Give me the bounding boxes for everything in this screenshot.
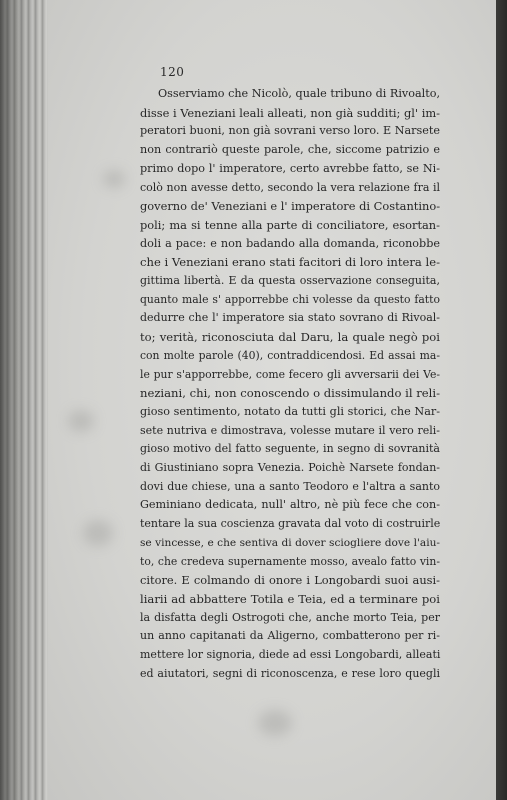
paper-stain — [258, 710, 292, 736]
book-spine-edge — [0, 0, 54, 800]
text-line: doli a pace: e non badando alla domanda, riconobbe — [140, 236, 440, 250]
text-line: disse i Veneziani leali alleati, non già sudditi; gl' im- — [140, 105, 440, 120]
paper-stain — [83, 520, 113, 546]
text-line: sete nutriva e dimostrava, volesse mutare il vero reli- — [140, 423, 440, 437]
text-line: ed aiutatori, segni di riconoscenza, e rese loro quegli — [140, 666, 440, 680]
text-line: governo de' Veneziani e l' imperatore di Costantino- — [140, 199, 441, 214]
text-line: se vincesse, e che sentiva di dover sciogliere dove l'aiu- — [140, 536, 440, 549]
text-line: to; verità, riconosciuta dal Daru, la quale negò poi — [140, 330, 440, 345]
paper-stain — [68, 410, 94, 432]
text-line: tentare la sua coscienza gravata dal voto di costruirle — [140, 517, 441, 531]
text-line: gioso sentimento, notato da tutti gli storici, che Nar- — [140, 404, 440, 418]
text-line: gittima libertà. E da questa osservazione conseguita, — [140, 274, 440, 288]
text-line: un anno capitanati da Aligerno, combatterono per ri- — [140, 629, 440, 643]
text-line: dovi due chiese, una a santo Teodoro e l'altra a santo — [140, 479, 440, 493]
text-line: peratori buoni, non già sovrani verso loro. E Narsete — [140, 124, 440, 138]
text-line: gioso motivo del fatto seguente, in segno di sovranità — [140, 442, 440, 456]
text-line: to, che credeva supernamente mosso, avealo fatto vin- — [140, 554, 440, 568]
body-text — [140, 85, 440, 684]
text-line: la disfatta degli Ostrogoti che, anche morto Teia, per — [140, 610, 440, 624]
text-line: di Giustiniano sopra Venezia. Poichè Narsete fondan- — [140, 461, 440, 475]
text-line: colò non avesse detto, secondo la vera relazione fra il — [140, 180, 440, 194]
paper-stain — [103, 170, 125, 188]
text-line: poli; ma si tenne alla parte di conciliatore, esortan- — [140, 217, 440, 232]
text-line: Osserviamo che Nicolò, quale tribuno di Rivoalto, — [158, 87, 440, 100]
text-line: mettere lor signoria, diede ad essi Longobardi, alleati — [140, 648, 441, 662]
text-line: primo dopo l' imperatore, certo avrebbe fatto, se Ni- — [140, 161, 440, 175]
text-line: Geminiano dedicata, null' altro, nè più fece che con- — [140, 498, 440, 512]
page-number: 120 — [160, 65, 185, 79]
text-line: citore. E colmando di onore i Longobardi suoi ausi- — [140, 573, 440, 588]
text-line: non contrariò queste parole, che, siccome patrizio e — [140, 143, 440, 157]
text-line: neziani, chi, non conoscendo o dissimulando il reli- — [140, 386, 440, 401]
text-line: le pur s'apporrebbe, come fecero gli avversarii dei Ve- — [140, 367, 440, 381]
text-line: quanto male s' apporrebbe chi volesse da questo fatto — [140, 292, 440, 306]
text-line: dedurre che l' imperatore sia stato sovrano di Rivoal- — [140, 311, 440, 325]
text-line: che i Veneziani erano stati facitori di loro intera le- — [140, 255, 441, 270]
text-line: con molte parole (40), contraddicendosi. Ed assai ma- — [140, 348, 440, 362]
text-line: liarii ad abbattere Totila e Teia, ed a terminare poi — [140, 591, 440, 606]
